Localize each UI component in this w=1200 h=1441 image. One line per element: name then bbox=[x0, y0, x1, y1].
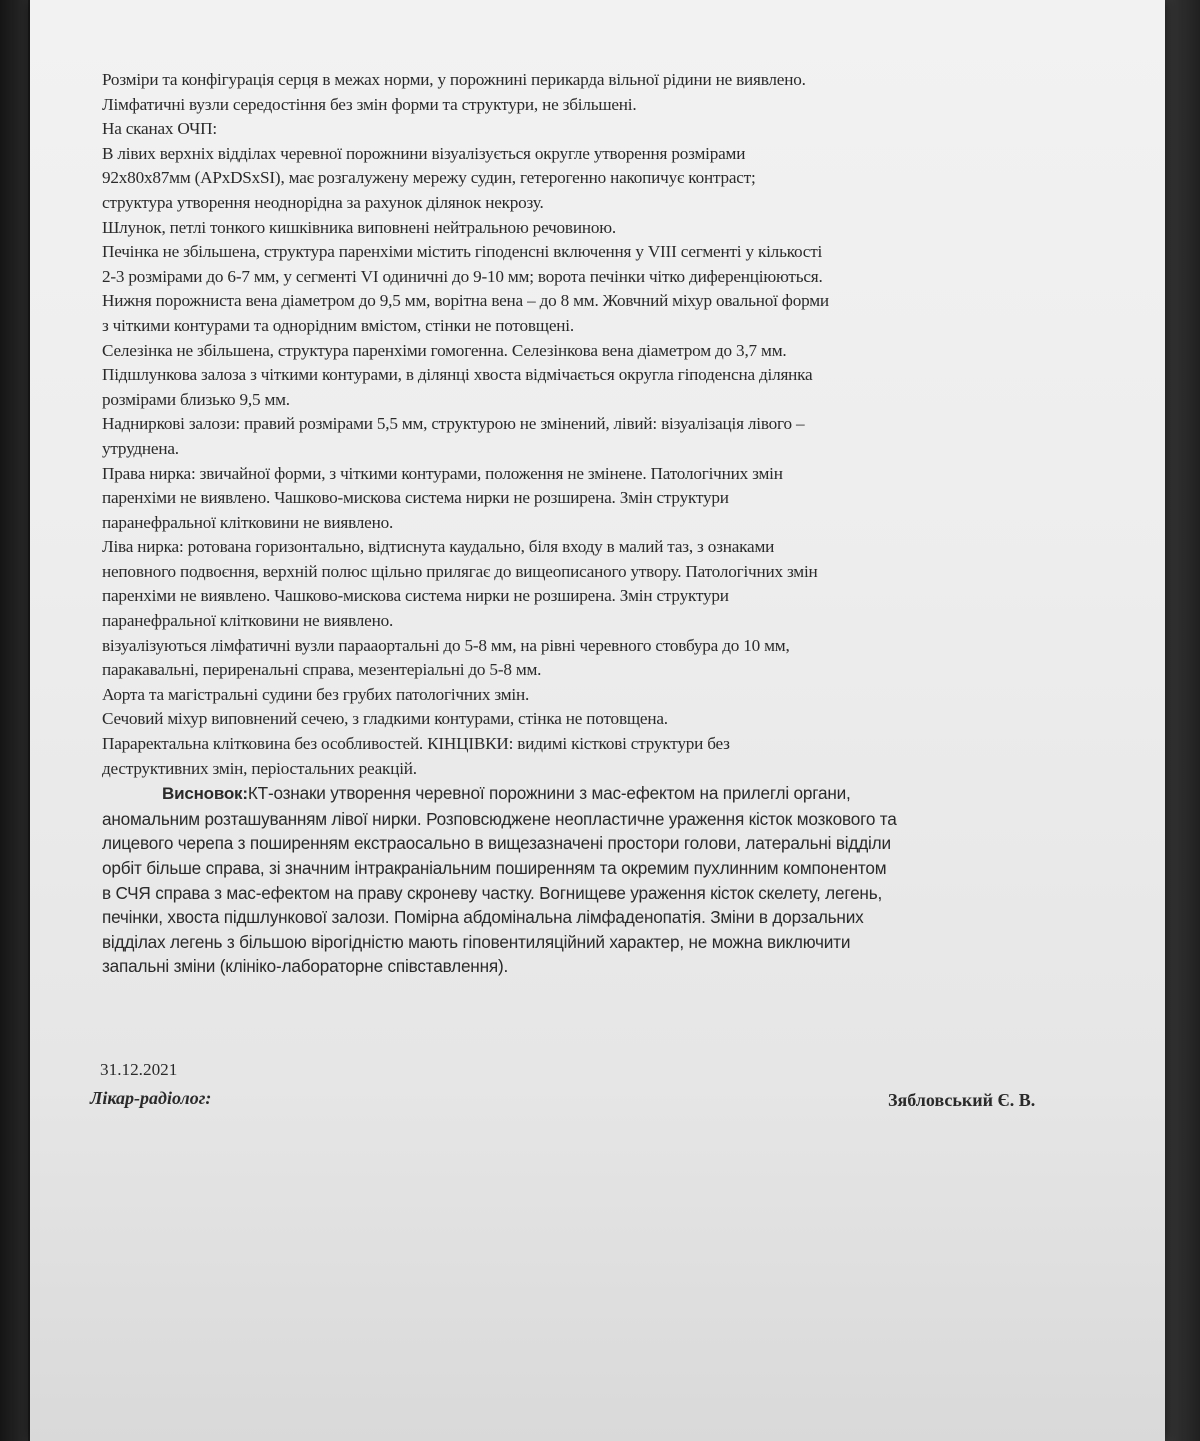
text-line: Підшлункова залоза з чіткими контурами, в ділянці хвоста відмічається округла гіподенсна ділянка bbox=[102, 365, 813, 385]
text-line: В лівих верхніх відділах черевної порожнини візуалізується округле утворення розмірами bbox=[102, 143, 746, 163]
text-line: Селезінка не збільшена, структура паренхіми гомогенна. Селезінкова вена діаметром до 3,7 мм. bbox=[102, 340, 787, 360]
conclusion-section bbox=[102, 781, 1092, 979]
text-line: Параректальна клітковина без особливостей. КІНЦІВКИ: видимі кісткові структури без bbox=[102, 734, 730, 754]
text-line: неповного подвоєння, верхній полюс щільно прилягає до вищеописаного утвору. Патологічних змін bbox=[102, 561, 818, 581]
text-line: Права нирка: звичайної форми, з чіткими контурами, положення не змінене. Патологічних змін bbox=[102, 463, 783, 483]
text-line: в СЧЯ справа з мас-ефектом на праву скроневу частку. Вогнищеве ураження кісток скелету, легень, bbox=[102, 882, 883, 903]
text-line: Надниркові залози: правий розмірами 5,5 мм, структурою не змінений, лівий: візуалізація лівого – bbox=[102, 414, 805, 434]
text-line: Сечовий міхур виповнений сечею, з гладкими контурами, стінка не потовщена. bbox=[102, 709, 668, 729]
text-line: паренхіми не виявлено. Чашково-мискова система нирки не розширена. Змін структури bbox=[102, 586, 729, 606]
text-line: Нижня порожниста вена діаметром до 9,5 мм, ворітна вена – до 8 мм. Жовчний міхур овальної форми bbox=[102, 291, 829, 311]
conclusion-first-line bbox=[102, 781, 1092, 807]
text-line: лицевого черепа з поширенням екстраосально в вищезазначені простори голови, латеральні відділи bbox=[102, 833, 891, 854]
text-line: запальні зміни (клініко-лабораторне співставлення). bbox=[102, 956, 509, 977]
text-line: деструктивних змін, періостальних реакцій. bbox=[102, 758, 417, 778]
conclusion-text: КТ-ознаки утворення черевної порожнини з мас-ефектом на прилеглі органи, bbox=[247, 783, 851, 804]
signer-role: Лікар-радіолог: bbox=[90, 1088, 212, 1108]
text-line: з чіткими контурами та однорідним вмістом, стінки не потовщені. bbox=[102, 315, 574, 335]
text-line: 2-3 розмірами до 6-7 мм, у сегменті VI одиничні до 9-10 мм; ворота печінки чітко диференціюються. bbox=[102, 266, 823, 286]
text-line: паренхіми не виявлено. Чашково-мискова система нирки не розширена. Змін структури bbox=[102, 488, 729, 508]
text-line: Печінка не збільшена, структура паренхіми містить гіподенсні включення у VIII сегменті у кількості bbox=[102, 242, 823, 262]
paper-sheet bbox=[30, 0, 1165, 1441]
text-line: орбіт більше справа, зі значним інтракраніальним поширенням та окремим пухлинним компонентом bbox=[102, 858, 887, 878]
text-line: аномальним розташуванням лівої нирки. Розповсюджене неопластичне ураження кісток мозкового та bbox=[102, 808, 897, 829]
text-line: печінки, хвоста підшлункової залози. Помірна абдомінальна лімфаденопатія. Зміни в дорзальних bbox=[102, 907, 864, 928]
text-line: Розміри та конфігурація серця в межах норми, у порожнині перикарда вільної рідини не виявлено. bbox=[102, 70, 806, 89]
text-line: На сканах ОЧП: bbox=[102, 119, 217, 139]
text-line: Ліва нирка: ротована горизонтально, відтиснута каудально, біля входу в малий таз, з ознаками bbox=[102, 537, 775, 557]
report-body bbox=[102, 68, 1092, 979]
text-line: відділах легень з більшою вірогідністю мають гіповентиляційний характер, не можна виключити bbox=[102, 931, 851, 952]
text-line: структура утворення неоднорідна за рахунок ділянок некрозу. bbox=[102, 192, 544, 212]
signer-name: Зябловський Є. В. bbox=[888, 1090, 1036, 1110]
text-line: паранефральної клітковини не виявлено. bbox=[102, 512, 394, 532]
photo-background-left bbox=[0, 0, 28, 1441]
text-line: Аорта та магістральні судини без грубих патологічних змін. bbox=[102, 684, 530, 704]
conclusion-label: Висновок: bbox=[162, 784, 248, 804]
conclusion-body bbox=[102, 807, 1092, 979]
text-line: візуалізуються лімфатичні вузли парааортальні до 5-8 мм, на рівні черевного стовбура до 10 мм, bbox=[102, 635, 790, 655]
text-line: паракавальні, периренальні справа, мезентеріальні до 5-8 мм. bbox=[102, 660, 542, 680]
findings-section bbox=[102, 68, 1092, 781]
text-line: 92x80x87мм (APxDSxSI), має розгалужену мережу судин, гетерогенно накопичує контраст; bbox=[102, 168, 756, 188]
report-date: 31.12.2021 bbox=[100, 1060, 178, 1079]
text-line: утруднена. bbox=[102, 438, 179, 458]
text-line: паранефральної клітковини не виявлено. bbox=[102, 611, 394, 631]
text-line: Лімфатичні вузли середостіння без змін форми та структури, не збільшені. bbox=[102, 94, 637, 114]
text-line: Шлунок, петлі тонкого кишківника виповнені нейтральною речовиною. bbox=[102, 217, 616, 237]
text-line: розмірами близько 9,5 мм. bbox=[102, 389, 290, 409]
photo-background-right bbox=[1160, 0, 1200, 1441]
